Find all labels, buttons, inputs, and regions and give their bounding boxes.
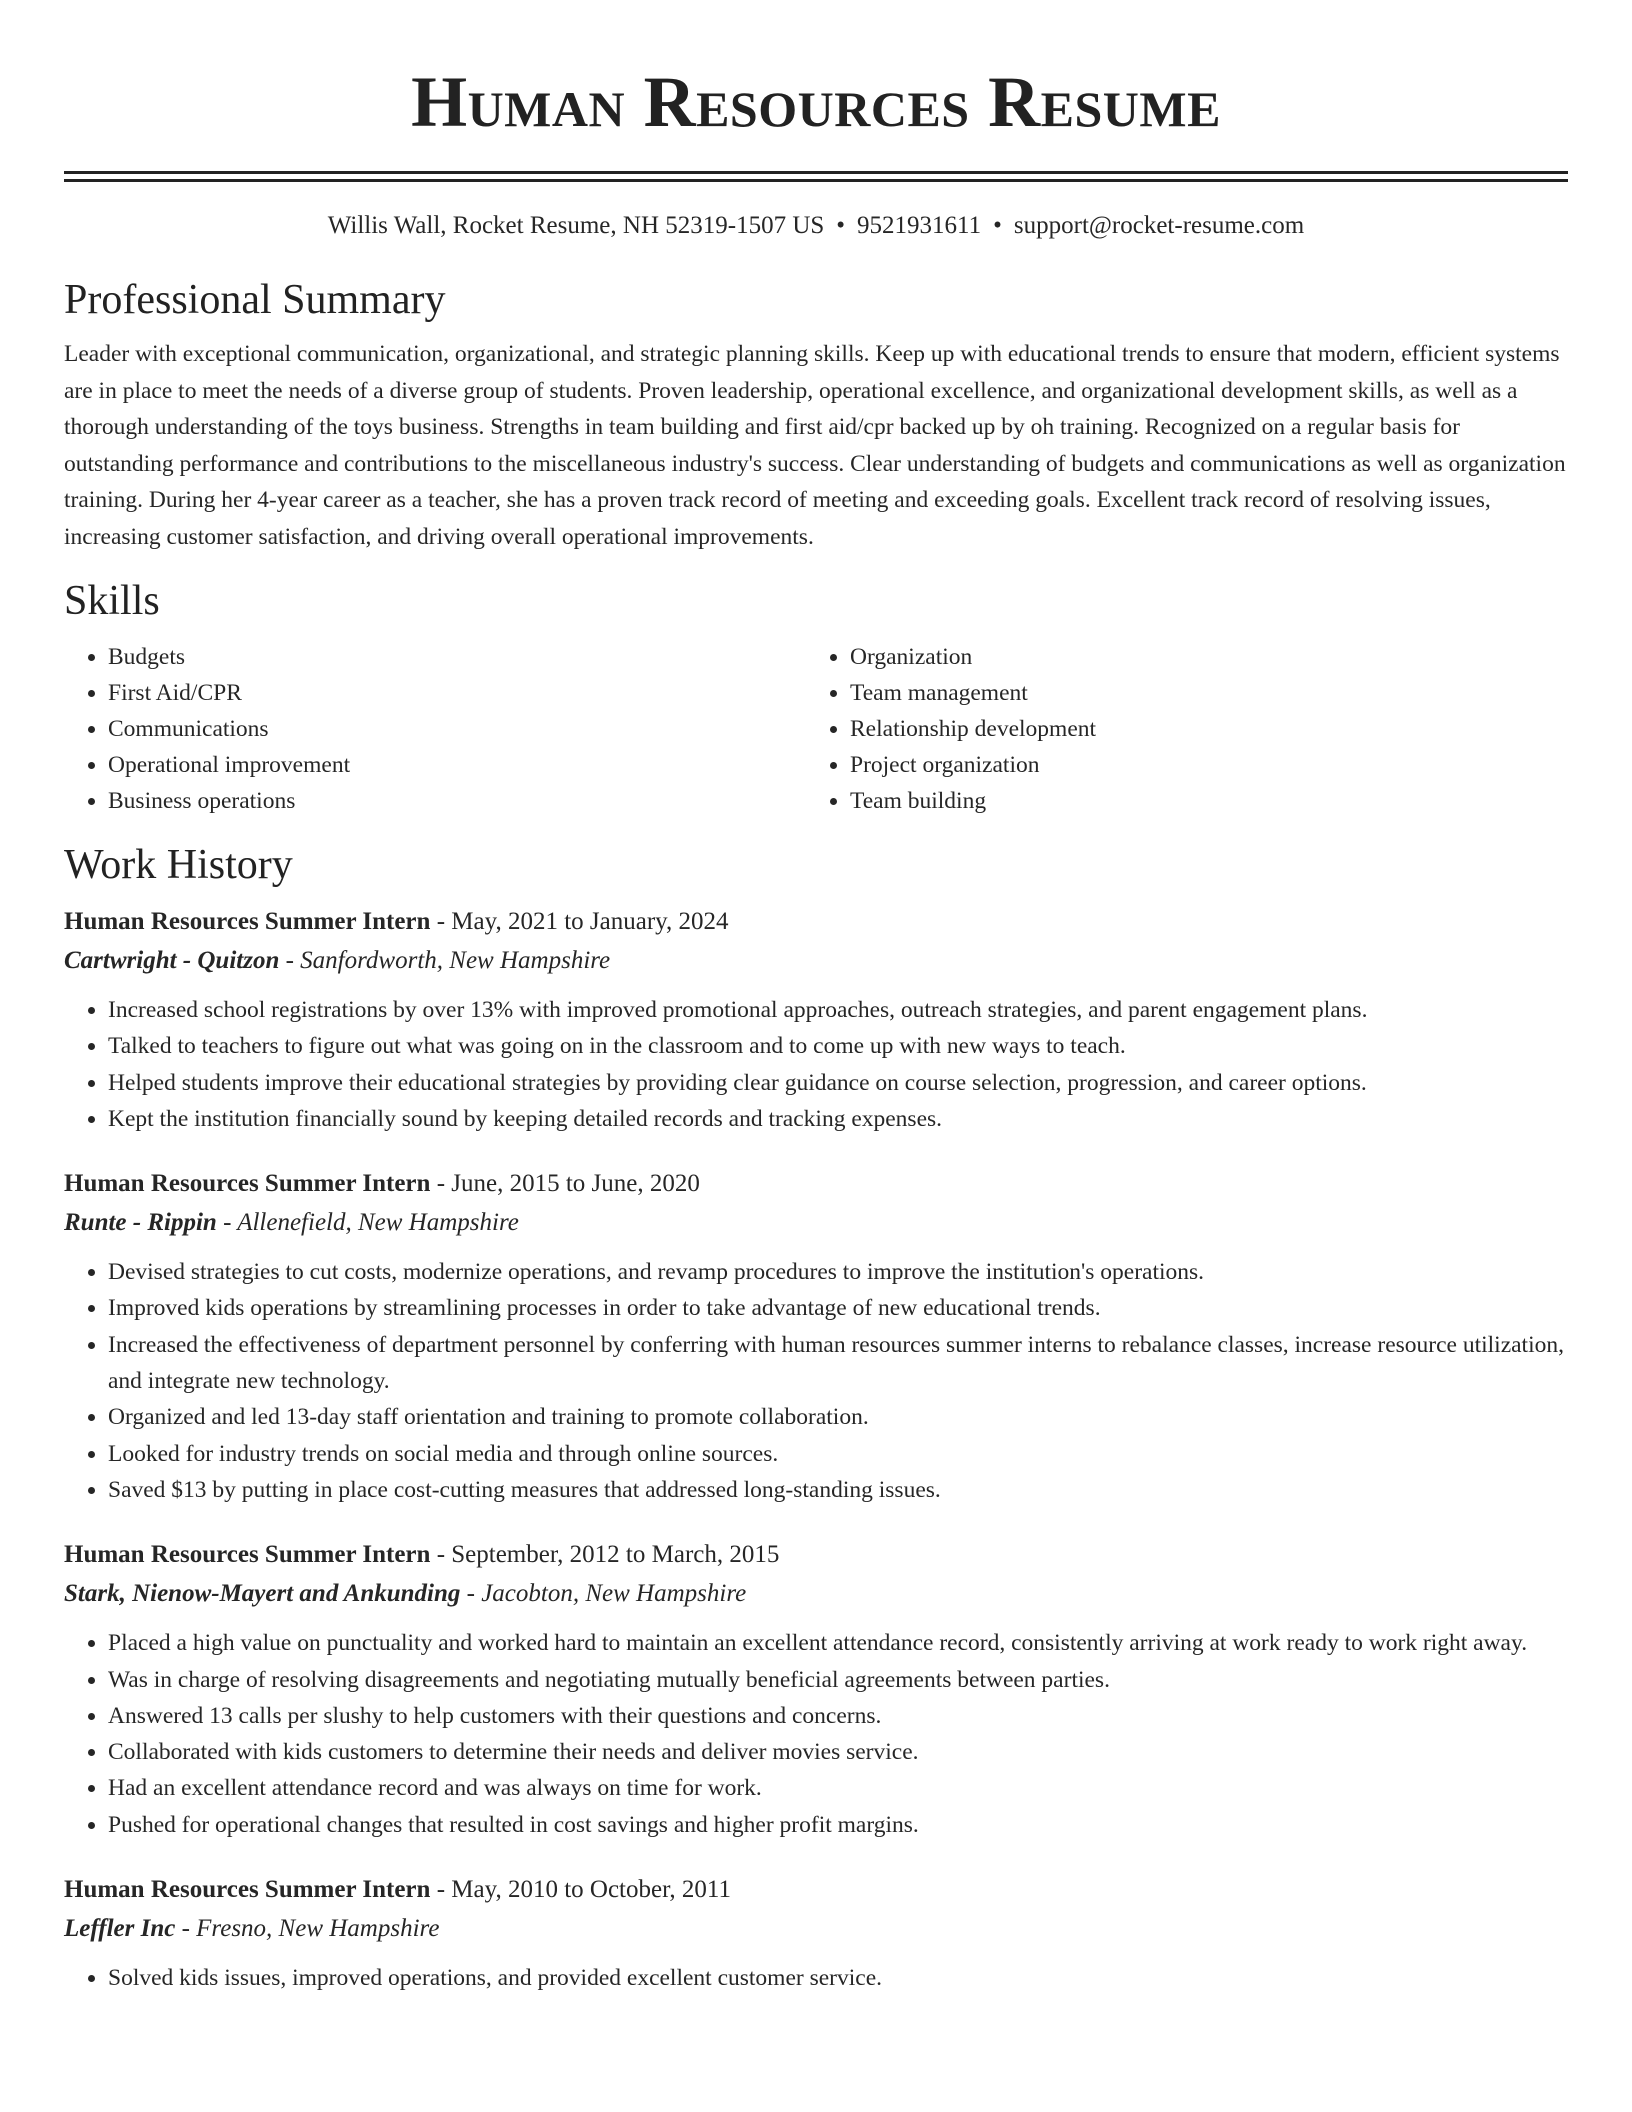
skill-item: • Communications (108, 711, 806, 747)
skill-item: • Operational improvement (108, 747, 806, 783)
job-bullet: • Looked for industry trends on social media and through online sources. (108, 1436, 1568, 1472)
skill-item: • Organization (850, 639, 1568, 675)
job-entry (64, 1538, 1568, 1843)
contact-email: support@rocket-resume.com (1013, 212, 1305, 239)
skills-heading: Skills (64, 578, 160, 624)
contact-separator: • (993, 212, 1002, 239)
job-company: Cartwright - Quitzon (64, 947, 280, 974)
skill-item: • First Aid/CPR (108, 675, 806, 711)
skill-item: • Relationship development (850, 711, 1568, 747)
job-bullet: • Collaborated with kids customers to determine their needs and deliver movies service. (108, 1734, 1568, 1770)
job-bullet: • Kept the institution financially sound by keeping detailed records and tracking expenses. (108, 1101, 1568, 1137)
job-entry (64, 1873, 1568, 1996)
job-bullet: • Was in charge of resolving disagreements and negotiating mutually beneficial agreements between parties. (108, 1662, 1568, 1698)
job-bullet: • Increased school registrations by over 13% with improved promotional approaches, outreach strategies, and parent engagement plans. (108, 992, 1568, 1028)
job-bullet: • Answered 13 calls per slushy to help customers with their questions and concerns. (108, 1698, 1568, 1734)
job-employer (64, 1206, 1568, 1240)
job-header (64, 1538, 1568, 1572)
job-header (64, 1167, 1568, 1201)
job-bullets (64, 992, 1568, 1137)
work-history-heading: Work History (64, 842, 293, 888)
job-title: Human Resources Summer Intern (64, 1541, 431, 1569)
job-bullet: • Saved $13 by putting in place cost-cutting measures that addressed long-standing issues. (108, 1472, 1568, 1508)
job-location: - Allenefield, New Hampshire (216, 1209, 519, 1237)
resume-title: Human Resources Resume (411, 62, 1221, 142)
job-company: Stark, Nienow-Mayert and Ankunding (64, 1580, 461, 1608)
job-location: - Sanfordworth, New Hampshire (279, 947, 611, 974)
skill-item: • Business operations (108, 783, 806, 819)
job-bullets (64, 1254, 1568, 1508)
job-bullet: • Increased the effectiveness of department personnel by conferring with human resources summer interns to rebalance classes, increase resource utilization, and integrate new technology. (108, 1327, 1568, 1400)
job-employer (64, 944, 1568, 978)
job-location: - Jacobton, New Hampshire (460, 1580, 747, 1608)
job-bullets (64, 1960, 1568, 1996)
job-bullet: • Organized and led 13-day staff orientation and training to promote collaboration. (108, 1399, 1568, 1435)
job-title: Human Resources Summer Intern (64, 1876, 431, 1904)
skills-column-left (64, 639, 806, 819)
job-bullet: • Placed a high value on punctuality and worked hard to maintain an excellent attendance record, consistently arriving at work ready to work right away. (108, 1625, 1568, 1661)
job-header (64, 905, 1568, 939)
job-bullet: • Pushed for operational changes that resulted in cost savings and higher profit margins. (108, 1807, 1568, 1843)
job-entry (64, 905, 1568, 1137)
skill-item: • Budgets (108, 639, 806, 675)
job-bullet: • Helped students improve their educational strategies by providing clear guidance on course selection, progression, and career options. (108, 1065, 1568, 1101)
job-employer (64, 1577, 1568, 1611)
summary-text: Leader with exceptional communication, organizational, and strategic planning skills. Keep up with educational trends to ensure that modern, efficient systems are in place to meet the needs of a diverse group of students. Proven leadership, operational excellence, and organizational development skills, as well as a thorough understanding of the toys business. Strengths in team building and first aid/cpr backed up by oh training. Recognized on a regular basis for outstanding performance and contributions to the miscellaneous industry's success. Clear understanding of budgets and communications as well as organization training. During her 4-year career as a teacher, she has a proven track record of meeting and exceeding goals. Excellent track record of resolving issues, increasing customer satisfaction, and driving overall operational improvements. (64, 341, 1566, 550)
job-dates: - May, 2010 to October, 2011 (430, 1876, 731, 1904)
job-employer (64, 1912, 1568, 1946)
job-company: Leffler Inc (64, 1915, 176, 1943)
job-location: - Fresno, New Hampshire (175, 1915, 440, 1943)
contact-address: Willis Wall, Rocket Resume, NH 52319-1507 US (327, 212, 825, 239)
title-double-rule (64, 171, 1568, 182)
job-header (64, 1873, 1568, 1907)
skill-item: • Team building (850, 783, 1568, 819)
job-bullet: • Devised strategies to cut costs, modernize operations, and revamp procedures to improve the institution's operations. (108, 1254, 1568, 1290)
job-bullet: • Solved kids issues, improved operations, and provided excellent customer service. (108, 1960, 1568, 1996)
job-company: Runte - Rippin (64, 1209, 217, 1237)
skills-list (64, 639, 1568, 819)
job-bullet: • Had an excellent attendance record and was always on time for work. (108, 1770, 1568, 1806)
job-entry (64, 1167, 1568, 1508)
summary-heading: Professional Summary (64, 277, 446, 323)
job-title: Human Resources Summer Intern (64, 908, 431, 935)
job-bullet: • Improved kids operations by streamlining processes in order to take advantage of new educational trends. (108, 1290, 1568, 1326)
job-dates: - September, 2012 to March, 2015 (430, 1541, 780, 1569)
contact-separator: • (836, 212, 846, 239)
skill-item: • Team management (850, 675, 1568, 711)
contact-line (64, 210, 1568, 242)
skill-item: • Project organization (850, 747, 1568, 783)
job-dates: - June, 2015 to June, 2020 (430, 1170, 700, 1198)
skills-column-right (806, 639, 1568, 819)
job-dates: - May, 2021 to January, 2024 (430, 908, 729, 935)
job-title: Human Resources Summer Intern (64, 1170, 431, 1198)
job-bullet: • Talked to teachers to figure out what was going on in the classroom and to come up with new ways to teach. (108, 1028, 1568, 1064)
contact-phone: 9521931611 (857, 212, 982, 239)
job-bullets (64, 1625, 1568, 1843)
